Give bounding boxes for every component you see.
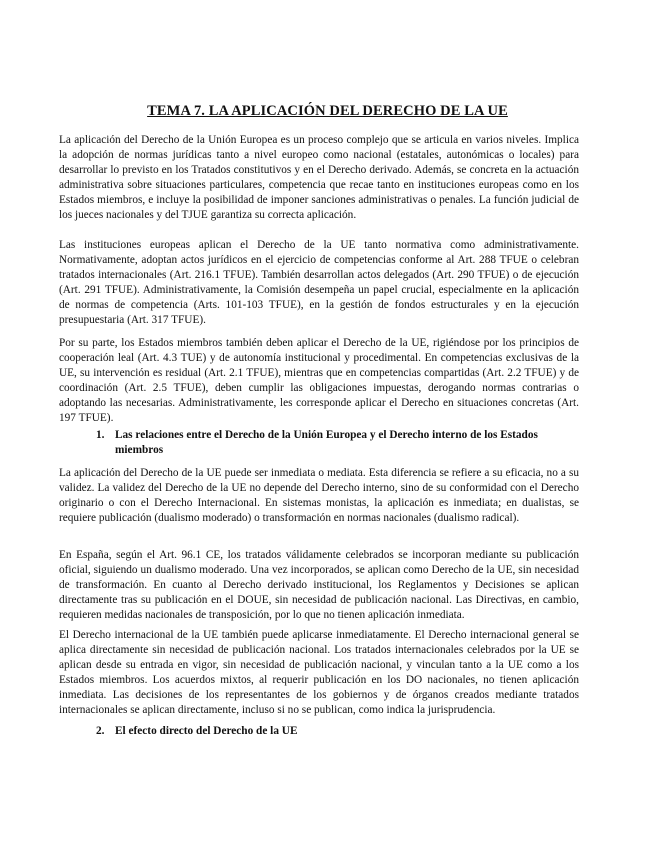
section-heading-1 [96, 428, 579, 458]
paragraph-application: La aplicación del Derecho de la UE puede ser inmediata o mediata. Esta diferencia se refiere a su eficacia, no a su validez. La validez del Derecho de la UE no depende del Derecho interno, sino de su conformidad con el Derecho originario o con el Derecho Internacional. En sistemas monistas, la aplicación es inmediata; en dualistas, se requiere publicación (dualismo moderado) o transformación en normas nacionales (dualismo radical). [59, 467, 579, 524]
paragraph-institutions: Las instituciones europeas aplican el Derecho de la UE tanto normativa como administrativamente. Normativamente, adoptan actos jurídicos en el ejercicio de competencias conforme al Art. 288 TFUE o celebran tratados internacionales (Art. 216.1 TFUE). También desarrollan actos delegados (Art. 290 TFUE) o de ejecución (Art. 291 TFUE). Administrativamente, la Comisión desempeña un papel crucial, especialmente en la aplicación de normas de competencia (Arts. 101-103 TFUE), en la gestión de fondos estructurales y en la ejecución presupuestaria (Art. 317 TFUE). [59, 239, 579, 326]
section-heading-2 [96, 724, 579, 739]
paragraph-member-states: Por su parte, los Estados miembros también deben aplicar el Derecho de la UE, rigiéndose por los principios de cooperación leal (Art. 4.3 TUE) y de autonomía institucional y procedimental. En competencias exclusivas de la UE, su intervención es residual (Art. 2.1 TFUE), mientras que en competencias compartidas (Art. 2.2 TFUE) y de coordinación (Art. 2.5 TFUE), deben cumplir las obligaciones impuestas, derogando normas contrarias o adoptando las necesarias. Administrativamente, les corresponde aplicar el Derecho en situaciones concretas (Art. 197 TFUE). [59, 337, 579, 424]
paragraph-spain: En España, según el Art. 96.1 CE, los tratados válidamente celebrados se incorporan mediante su publicación oficial, siguiendo un dualismo moderado. Una vez incorporados, se aplican como Derecho de la UE, sin necesidad de transformación. En cuanto al Derecho derivado institucional, los Reglamentos y Decisiones se aplican directamente tras su publicación en el DOUE, sin necesidad de publicación nacional. Las Directivas, en cambio, requieren medidas nacionales de transposición, por lo que no tienen aplicación inmediata. [59, 549, 579, 621]
section-number: 1. [96, 429, 105, 441]
paragraph-intro: La aplicación del Derecho de la Unión Europea es un proceso complejo que se articula en varios niveles. Implica la adopción de normas jurídicas tanto a nivel europeo como nacional (estatales, autonómicas o locales) para desarrollar lo previsto en los Tratados constitutivos y en el Derecho derivado. Además, se concreta en la actuación administrativa sobre situaciones particulares, competencia que recae tanto en instituciones europeas como en los Estados miembros, e incluye la posibilidad de imponer sanciones administrativas o penales. La función judicial de los jueces nacionales y del TJUE garantiza su correcta aplicación. [59, 134, 579, 221]
section-title: Las relaciones entre el Derecho de la Unión Europea y el Derecho interno de los Estados miembros [115, 429, 538, 456]
section-title: El efecto directo del Derecho de la UE [115, 725, 298, 737]
document-title: TEMA 7. LA APLICACIÓN DEL DERECHO DE LA UE [147, 103, 508, 119]
section-number: 2. [96, 725, 105, 737]
paragraph-international-law: El Derecho internacional de la UE también puede aplicarse inmediatamente. El Derecho internacional general se aplica directamente sin necesidad de publicación nacional. Los tratados internacionales celebrados por la UE se aplican desde su entrada en vigor, sin necesidad de publicación nacional, y vinculan tanto a la UE como a los Estados miembros. Los acuerdos mixtos, al requerir publicación en los DO nacionales, no tienen aplicación inmediata. Las decisiones de los representantes de los gobiernos y de órganos creados mediante tratados internacionales se aplican directamente, incluso si no se publican, como indica la jurisprudencia. [59, 629, 579, 716]
